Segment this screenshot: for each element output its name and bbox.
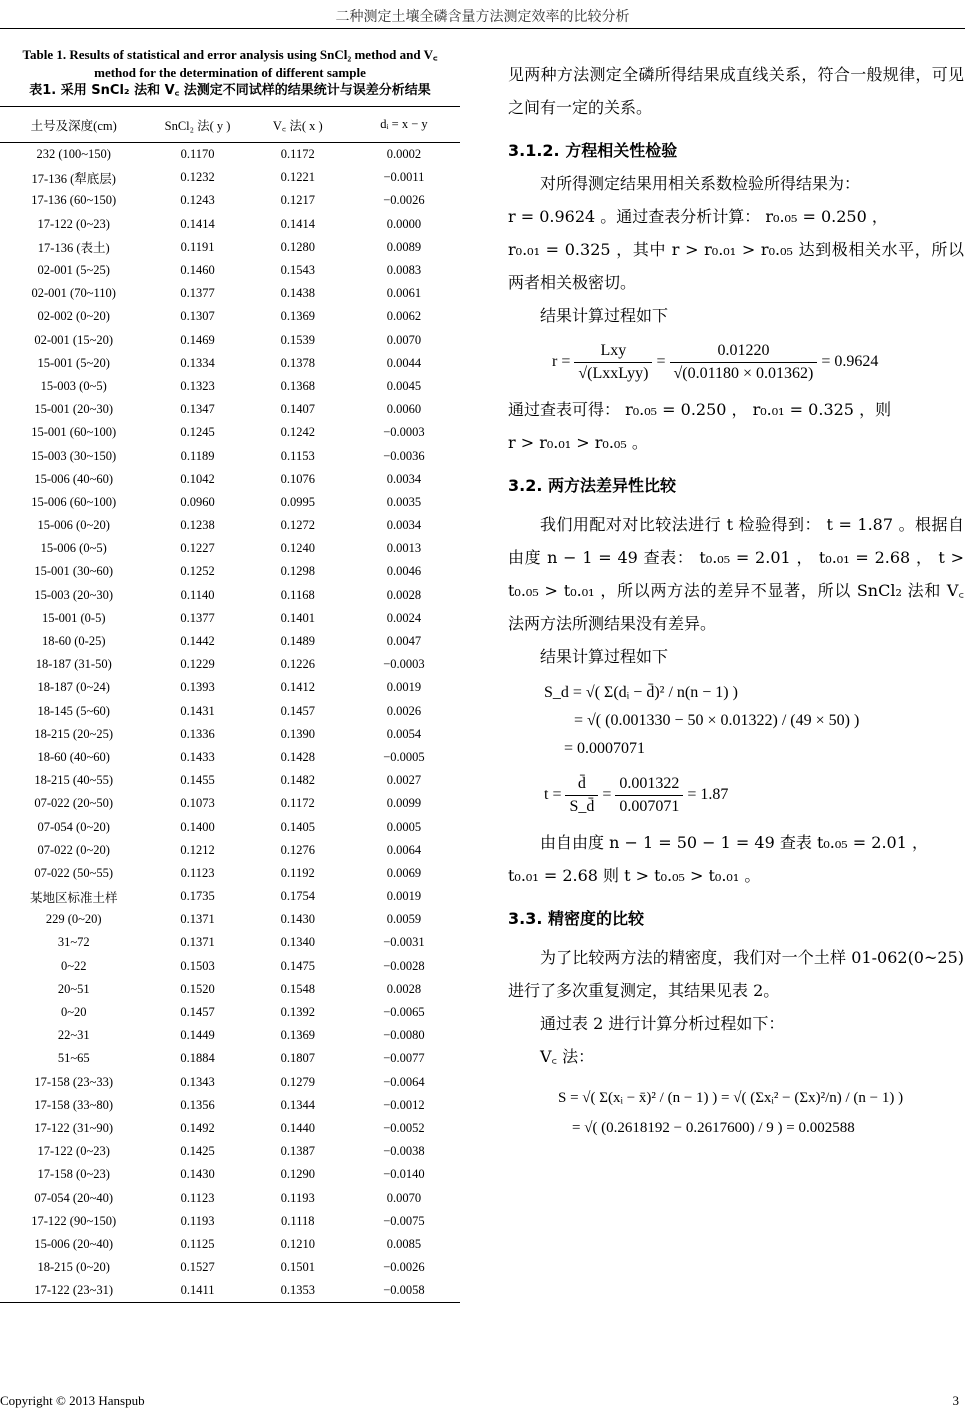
table-cell: 07-054 (20~40)	[34, 1190, 114, 1205]
table-cell: 0.1501	[280, 1260, 315, 1275]
table-cell: 0.1489	[280, 634, 315, 649]
table-cell: 0~22	[60, 958, 87, 973]
table-cell: 0.1280	[280, 239, 315, 254]
table-row	[0, 839, 460, 862]
table-cell: 0.1469	[180, 332, 215, 347]
table-cell: 0~20	[60, 1005, 87, 1020]
table-cell: 0.1387	[280, 1144, 315, 1159]
table-cell: 0.1334	[180, 355, 215, 370]
table-cell: 0.1390	[280, 726, 315, 741]
table-cell: 0.1212	[180, 842, 215, 857]
table-row	[0, 769, 460, 792]
table-cell: 0.0019	[386, 680, 422, 695]
table-cell: 02-001 (5~25)	[37, 263, 110, 278]
table-cell: 0.0026	[386, 703, 422, 718]
table-row	[0, 444, 460, 467]
table-cell: 17-122 (90~150)	[31, 1213, 117, 1228]
table-row	[0, 1210, 460, 1233]
table-cell: 0.1527	[180, 1260, 215, 1275]
table-cell: 0.1232	[180, 170, 215, 185]
table-row	[0, 746, 460, 769]
table-row	[0, 305, 460, 328]
table-cell: −0.0026	[383, 193, 425, 208]
table-cell: 0.1405	[280, 819, 315, 834]
table-cell: −0.0011	[383, 170, 425, 185]
table-cell: 15-003 (20~30)	[34, 587, 114, 602]
table-row	[0, 862, 460, 885]
table-cell: 18-215 (40~55)	[34, 773, 114, 788]
table-cell: 0.0054	[386, 726, 422, 741]
table-cell: 0.1172	[280, 796, 315, 811]
table-row	[0, 1256, 460, 1279]
equation-s	[558, 1083, 964, 1143]
table-cell: 0.1520	[180, 981, 215, 996]
table-cell: 0.1440	[280, 1120, 315, 1135]
table-cell: 0.1425	[180, 1144, 215, 1159]
table-cell: 0.1343	[180, 1074, 215, 1089]
table-cell: 0.1238	[180, 518, 215, 533]
table-cell: 0.1125	[180, 1236, 215, 1251]
table-row	[0, 282, 460, 305]
table-cell: 0.0062	[386, 309, 422, 324]
table-row	[0, 792, 460, 815]
equation-t: t = $\frac{d̄}{S\_d̄}$ = $\frac{0.001322}{0.007071}$ = 1.87	[544, 773, 964, 818]
table-cell: 0.1428	[280, 749, 315, 764]
table-cell: 15-001 (5~20)	[37, 355, 110, 370]
table-cell: −0.0031	[383, 935, 425, 950]
table-cell: 17-122 (31~90)	[34, 1120, 114, 1135]
table-row	[0, 1024, 460, 1047]
table-cell: 0.1433	[180, 749, 215, 764]
table-cell: 0.1229	[180, 657, 215, 672]
table-cell: 0.1442	[180, 634, 215, 649]
table-cell: 0.1884	[180, 1051, 215, 1066]
table-row	[0, 352, 460, 375]
table-cell: 0.0064	[386, 842, 422, 857]
table-cell: 0.1172	[280, 147, 315, 162]
section-heading: 3.3. 精密度的比较	[508, 909, 644, 928]
table-cell: 0.0002	[386, 147, 422, 162]
table-cell: 0.0045	[386, 378, 422, 393]
table-cell: 0.1344	[280, 1097, 315, 1112]
table-cell: 0.1298	[280, 564, 315, 579]
table-cell: 15-006 (0~20)	[37, 518, 110, 533]
table-cell: 0.0059	[386, 912, 422, 927]
eq-line: S = √( Σ(xᵢ − x̄)² / (n − 1) ) = √( (Σxᵢ² − (Σx)²/n) / (n − 1) )	[558, 1090, 904, 1106]
table-cell: 某地区标准土样	[29, 890, 118, 905]
table-cell: 0.1356	[180, 1097, 215, 1112]
table-cell: 0.1276	[280, 842, 315, 857]
table-row	[0, 236, 460, 259]
table-cell: 0.1457	[180, 1005, 215, 1020]
results-table	[0, 106, 460, 1303]
table-cell: 0.1191	[180, 239, 215, 254]
table-cell: 0.1807	[280, 1051, 315, 1066]
table-row	[0, 1117, 460, 1140]
table-row	[0, 189, 460, 212]
table-cell: 0.1392	[280, 1005, 315, 1020]
table-cell: 0.1217	[280, 193, 315, 208]
eq-fraction: $\frac{d̄}{S\_d̄}$	[565, 773, 598, 818]
table-cell: 17-158 (23~33)	[34, 1074, 114, 1089]
table-cell: 0.0083	[386, 263, 422, 278]
table-cell: 0.0060	[386, 402, 422, 417]
running-header: 二种测定土壤全磷含量方法测定效率的比较分析	[335, 9, 630, 25]
paragraph: 结果计算过程如下	[540, 306, 669, 325]
table-cell: 0.1457	[280, 703, 315, 718]
table-cell: 07-022 (0~20)	[37, 842, 110, 857]
table-cell: 0.1460	[180, 263, 215, 278]
table-cell: 0.1347	[180, 402, 215, 417]
table-cell: 0.1371	[180, 912, 215, 927]
table-cell: 0.0047	[386, 634, 422, 649]
table-cell: 0.1378	[280, 355, 315, 370]
table-cell: 17-158 (33~80)	[34, 1097, 114, 1112]
table-cell: 15-006 (20~40)	[34, 1236, 114, 1251]
table-cell: 0.1168	[280, 587, 315, 602]
table-cell: −0.0003	[383, 657, 425, 672]
table-cell: 0.1377	[180, 610, 215, 625]
table-cell: 20~51	[57, 981, 90, 996]
table-cell: 17-158 (0~23)	[37, 1167, 110, 1182]
eq-line: = √( (0.2618192 − 0.2617600) / 9 ) = 0.002588	[572, 1120, 855, 1136]
table-cell: 18-215 (0~20)	[37, 1260, 110, 1275]
table-cell: 0.1210	[280, 1236, 315, 1251]
table-cell: 229 (0~20)	[45, 912, 102, 927]
table-row	[0, 908, 460, 931]
table-row	[0, 885, 460, 908]
table-cell: 0.0028	[386, 587, 422, 602]
table-row	[0, 560, 460, 583]
table-row	[0, 1279, 460, 1303]
table-cell: −0.0052	[383, 1120, 425, 1135]
table-row	[0, 815, 460, 838]
table-cell: 0.1290	[280, 1167, 315, 1182]
header-rule	[0, 28, 965, 29]
table-cell: 0.1548	[280, 981, 315, 996]
table-cell: 0.1323	[180, 378, 215, 393]
paragraph: 结果计算过程如下	[540, 647, 669, 666]
table-cell: −0.0140	[383, 1167, 425, 1182]
eq-fraction: $\frac{0.001322}{0.007071}$	[615, 773, 683, 818]
table-cell: 15-006 (60~100)	[31, 494, 117, 509]
table-row	[0, 421, 460, 444]
table-row	[0, 537, 460, 560]
footer-copyright: Copyright © 2013 Hanspub	[0, 1393, 145, 1408]
equation-r: r = $\frac{\text{Lxy}}{\text{√(LxxLyy)}}$ = $\frac{0.01220}{√(0.01180 \times 0.01362)}$ = 0.9624	[552, 340, 964, 385]
table-cell: 15-003 (30~150)	[31, 448, 117, 463]
table-cell: 0.1455	[180, 773, 215, 788]
table-cell: 0.1123	[180, 865, 215, 880]
table-cell: 15-006 (40~60)	[34, 471, 114, 486]
table-cell: −0.0026	[383, 1260, 425, 1275]
eq-term: r =	[552, 353, 571, 371]
table-caption-en: Table 1. Results of statistical and error analysis using SnCl₂ method and V꜀ method for the determination of different sample	[22, 47, 438, 80]
table-cell: 15-006 (0~5)	[40, 541, 107, 556]
table-cell: 0.1414	[280, 216, 315, 231]
table-row	[0, 398, 460, 421]
paragraph: r > r₀.₀₁ > r₀.₀₅ 。	[508, 433, 648, 452]
table-cell: 0.0085	[386, 1236, 422, 1251]
table-cell: 02-002 (0~20)	[37, 309, 110, 324]
table-cell: −0.0005	[383, 749, 425, 764]
table-row	[0, 329, 460, 352]
table-cell: 17-122 (0~23)	[37, 216, 110, 231]
table-cell: 0.1243	[180, 193, 215, 208]
table-cell: 0.0061	[386, 286, 422, 301]
table-cell: 0.1118	[281, 1213, 315, 1228]
paragraph: 对所得测定结果用相关系数检验所得结果为：	[540, 174, 861, 193]
table-cell: 02-001 (15~20)	[34, 332, 114, 347]
paragraph: V꜀ 法：	[540, 1047, 595, 1066]
table-row	[0, 931, 460, 954]
table-cell: 0.1430	[180, 1167, 215, 1182]
table-cell: 17-136 (60~150)	[31, 193, 117, 208]
table-cell: −0.0036	[383, 448, 425, 463]
table-cell: 18-187 (0~24)	[37, 680, 110, 695]
table-cell: 0.0000	[386, 216, 422, 231]
table-caption-cn: 表1. 采用 SnCl₂ 法和 V꜀ 法测定不同试样的结果统计与误差分析结果	[29, 83, 431, 98]
paragraph: r₀.₀₁ = 0.325 ，其中 r > r₀.₀₁ > r₀.₀₅ 达到极相关水平，所以两者相关极密切。	[508, 240, 964, 292]
paragraph: r = 0.9624 。通过查表分析计算： r₀.₀₅ = 0.250 ，	[508, 207, 888, 226]
table-cell: 0.1377	[180, 286, 215, 301]
table-header-cell: 土号及深度(cm)	[0, 107, 147, 143]
table-cell: 0.1482	[280, 773, 315, 788]
table-cell: 0.1431	[180, 703, 215, 718]
table-cell: 0.0013	[386, 541, 422, 556]
table-cell: 0.1369	[280, 1028, 315, 1043]
paragraph: 通过查表可得： r₀.₀₅ = 0.250 ， r₀.₀₁ = 0.325 ，则	[508, 400, 892, 419]
table-row	[0, 1233, 460, 1256]
table-row	[0, 259, 460, 282]
eq-fraction: $\frac{0.01220}{√(0.01180 \times 0.01362)}$	[670, 340, 818, 385]
table-cell: 0.1140	[180, 587, 215, 602]
table-cell: 15-001 (30~60)	[34, 564, 114, 579]
table-cell: 0.1492	[180, 1120, 215, 1135]
table-cell: 0.1170	[180, 147, 215, 162]
paragraph: t₀.₀₁ = 2.68 则 t > t₀.₀₅ > t₀.₀₁ 。	[508, 866, 761, 885]
table-row	[0, 607, 460, 630]
table-row	[0, 1071, 460, 1094]
table-row	[0, 978, 460, 1001]
table-cell: 0.1193	[280, 1190, 315, 1205]
table-row	[0, 1186, 460, 1209]
table-cell: 18-145 (5~60)	[37, 703, 110, 718]
table-cell: 0.1189	[180, 448, 215, 463]
table-cell: 0.1543	[280, 263, 315, 278]
table-cell: 18-215 (20~25)	[34, 726, 114, 741]
table-cell: 51~65	[57, 1051, 90, 1066]
table-cell: −0.0080	[383, 1028, 425, 1043]
body-column	[508, 58, 964, 1143]
table-cell: 0.1735	[180, 889, 215, 904]
table-cell: 0.1407	[280, 402, 315, 417]
table-cell: 0.1272	[280, 518, 315, 533]
table-row	[0, 700, 460, 723]
table-cell: 0.1226	[280, 657, 315, 672]
table-cell: 0.0035	[386, 494, 422, 509]
eq-fraction: $\frac{\text{Lxy}}{\text{√(LxxLyy)}}$	[574, 340, 652, 385]
table-cell: −0.0012	[383, 1097, 425, 1112]
table-cell: 0.1393	[180, 680, 215, 695]
section-heading: 3.1.2. 方程相关性检验	[508, 141, 678, 160]
table-cell: 0.1353	[248, 1279, 348, 1303]
table-row	[0, 955, 460, 978]
table-cell: 15-003 (0~5)	[40, 378, 107, 393]
table-cell: 0.0034	[386, 518, 422, 533]
table-cell: 17-122 (0~23)	[37, 1144, 110, 1159]
table-header-cell: V꜀ 法( x )	[248, 107, 348, 143]
table-cell: 0.0005	[386, 819, 422, 834]
table-cell: 0.1438	[280, 286, 315, 301]
table-cell: 0.1245	[180, 425, 215, 440]
table-cell: 0.1227	[180, 541, 215, 556]
table-cell: 0.0069	[386, 865, 422, 880]
table-cell: 0.1153	[280, 448, 315, 463]
table-cell: −0.0028	[383, 958, 425, 973]
table-cell: 0.1754	[280, 889, 315, 904]
table-cell: 18-60 (40~60)	[37, 749, 110, 764]
table-cell: 0.0099	[386, 796, 422, 811]
table-cell: 0.1307	[180, 309, 215, 324]
table-cell: 07-022 (20~50)	[34, 796, 114, 811]
table-row	[0, 1047, 460, 1070]
table-cell: 0.0044	[386, 355, 422, 370]
eq-line: S_d = √( Σ(dᵢ − d̄)² / n(n − 1) )	[544, 684, 738, 701]
table-cell: 07-054 (0~20)	[37, 819, 110, 834]
table-cell: −0.0077	[383, 1051, 425, 1066]
table-cell: −0.0058	[348, 1279, 460, 1303]
paragraph: 我们用配对对比较法进行 t 检验得到： t = 1.87 。根据自由度 n − 1 = 49 查表： t₀.₀₅ = 2.01 ， t₀.₀₁ = 2.68 ， t > t₀.₀₅ > t₀.₀₁ ，所以两方法的差异不显著，所以 SnCl₂ 法和 V꜀ 法两方法所测结果没有差异。	[508, 515, 964, 633]
paragraph: 由自由度 n − 1 = 50 − 1 = 49 查表 t₀.₀₅ = 2.01 ，	[540, 833, 929, 852]
table-cell: 18-187 (31-50)	[35, 657, 112, 672]
table-cell: 0.1371	[180, 935, 215, 950]
table-row	[0, 514, 460, 537]
table-cell: 0.1503	[180, 958, 215, 973]
table-row	[0, 723, 460, 746]
table-row	[0, 1001, 460, 1024]
table-cell: 0.0070	[386, 332, 422, 347]
table-row	[0, 166, 460, 189]
table-cell: 15-001 (60~100)	[31, 425, 117, 440]
paragraph: 见两种方法测定全磷所得结果成直线关系，符合一般规律，可见之间有一定的关系。	[508, 65, 964, 117]
table-row	[0, 1140, 460, 1163]
table-cell: 0.1252	[180, 564, 215, 579]
table-cell: 0.1279	[280, 1074, 315, 1089]
table-cell: 0.1430	[280, 912, 315, 927]
table-cell: 0.0089	[386, 239, 422, 254]
table-cell: 17-136 (犁底层)	[31, 171, 116, 186]
table-header-cell: dᵢ = x − y	[348, 107, 460, 143]
table-cell: 0.1123	[180, 1190, 215, 1205]
table-cell: −0.0075	[383, 1213, 425, 1228]
table-cell: 0.0028	[386, 981, 422, 996]
table-cell: −0.0003	[383, 425, 425, 440]
table-cell: 18-60 (0-25)	[41, 634, 106, 649]
table-cell: 0.1368	[280, 378, 315, 393]
table-cell: 0.0960	[180, 494, 215, 509]
table-row	[0, 468, 460, 491]
table-cell: 02-001 (70~110)	[31, 286, 116, 301]
table-row	[0, 491, 460, 514]
table-row	[0, 653, 460, 676]
table-row	[0, 1094, 460, 1117]
table-cell: 0.1475	[280, 958, 315, 973]
eq-line: = √( (0.001330 − 50 × 0.01322) / (49 × 50) )	[574, 712, 860, 729]
table-cell: 0.1221	[280, 170, 315, 185]
table-cell: 0.1192	[280, 865, 315, 880]
section-heading: 3.2. 两方法差异性比较	[508, 476, 676, 495]
table-header-cell: SnCl₂ 法( y )	[147, 107, 247, 143]
paragraph: 为了比较两方法的精密度，我们对一个土样 01-062(0~25)进行了多次重复测定，其结果见表 2。	[508, 948, 964, 1000]
table-cell: 0.1414	[180, 216, 215, 231]
table-cell: 22~31	[57, 1028, 90, 1043]
table-cell: 0.1539	[280, 332, 315, 347]
eq-term: = 0.9624	[821, 353, 879, 371]
table-cell: 232 (100~150)	[36, 147, 111, 162]
table-row	[0, 584, 460, 607]
table-cell: 31~72	[57, 935, 90, 950]
table-cell: 0.0024	[386, 610, 422, 625]
table-row	[0, 143, 460, 167]
table-cell: 0.0034	[386, 471, 422, 486]
table-cell: 15-001 (0-5)	[41, 610, 106, 625]
table-cell: 0.1240	[280, 541, 315, 556]
table-cell: 17-136 (表土)	[37, 241, 110, 256]
page-number: 3	[952, 1393, 959, 1408]
table-row	[0, 1163, 460, 1186]
equation-sd	[544, 679, 964, 763]
table-cell: 0.1336	[180, 726, 215, 741]
table-cell: 0.1076	[280, 471, 315, 486]
table-cell: 0.0046	[386, 564, 422, 579]
table-cell: 0.1401	[280, 610, 315, 625]
table-cell: 0.1073	[180, 796, 215, 811]
table-row	[0, 375, 460, 398]
table-cell: 0.1412	[280, 680, 315, 695]
table-cell: −0.0038	[383, 1144, 425, 1159]
table-cell: 0.1400	[180, 819, 215, 834]
table-cell: 0.1340	[280, 935, 315, 950]
table-row	[0, 676, 460, 699]
table-cell: 0.1449	[180, 1028, 215, 1043]
table-cell: 17-122 (23~31)	[0, 1279, 147, 1303]
table-cell: 15-001 (20~30)	[34, 402, 114, 417]
table-cell: 0.1411	[147, 1279, 247, 1303]
eq-line: = 0.0007071	[564, 740, 646, 757]
table-cell: 0.1242	[280, 425, 315, 440]
table-cell: 07-022 (50~55)	[34, 865, 114, 880]
table-cell: 0.0027	[386, 773, 422, 788]
table-section	[0, 46, 460, 1303]
table-cell: 0.0070	[386, 1190, 422, 1205]
table-cell: 0.1042	[180, 471, 215, 486]
paragraph: 通过表 2 进行计算分析过程如下：	[540, 1014, 785, 1033]
table-row	[0, 630, 460, 653]
table-row	[0, 213, 460, 236]
table-cell: 0.1193	[180, 1213, 215, 1228]
table-cell: −0.0065	[383, 1005, 425, 1020]
table-cell: 0.1369	[280, 309, 315, 324]
table-cell: 0.0019	[386, 889, 422, 904]
table-cell: −0.0064	[383, 1074, 425, 1089]
table-cell: 0.0995	[280, 494, 315, 509]
